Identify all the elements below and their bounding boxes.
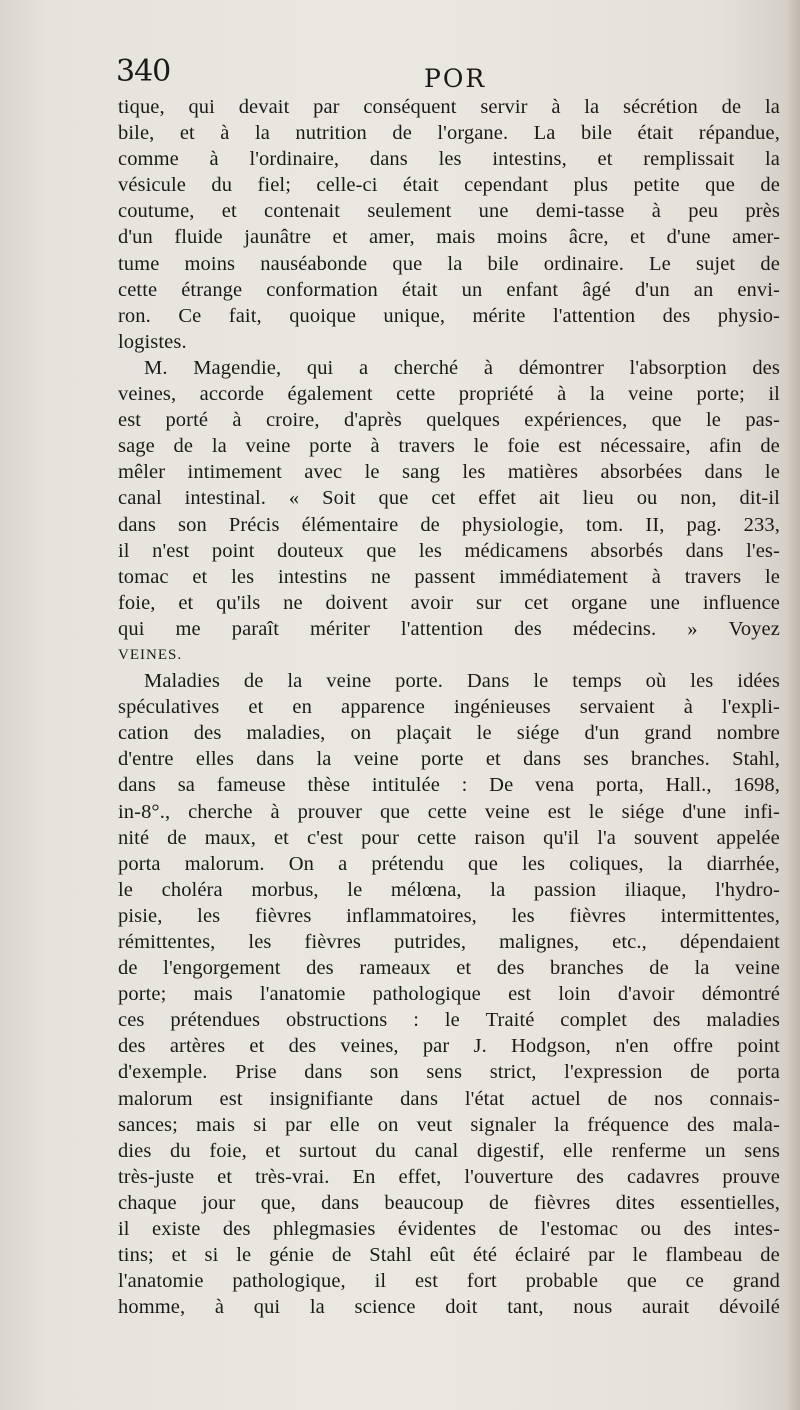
text-line: nité de maux, et c'est pour cette raison qu'il l'a souvent appelée xyxy=(118,826,780,849)
cross-reference: VEINES. xyxy=(118,646,183,663)
text-line: chaque jour que, dans beaucoup de fièvres dites essentielles, xyxy=(118,1191,780,1214)
text-line: foie, et qu'ils ne doivent avoir sur cet organe une influence xyxy=(118,591,780,614)
text-line: cation des maladies, on plaçait le siége d'un grand nombre xyxy=(118,722,780,745)
text-line: d'un fluide jaunâtre et amer, mais moins âcre, et d'une amer- xyxy=(118,226,780,249)
text-body xyxy=(118,94,780,1320)
text-line: il n'est point douteux que les médicamens absorbés dans l'es- xyxy=(118,539,780,562)
text-line: tomac et les intestins ne passent immédiatement à travers le xyxy=(118,565,780,588)
text-line: d'exemple. Prise dans son sens strict, l'expression de porta xyxy=(118,1061,780,1084)
text-line: le choléra morbus, le mélœna, la passion iliaque, l'hydro- xyxy=(118,878,780,901)
text-line: il existe des phlegmasies évidentes de l'estomac ou des intes- xyxy=(118,1218,780,1241)
text-line: spéculatives et en apparence ingénieuses servaient à l'expli- xyxy=(118,696,780,719)
text-line: veines, accorde également cette propriété à la veine porte; il xyxy=(118,383,780,406)
page-number: 340 xyxy=(116,54,171,89)
text-line: tume moins nauséabonde que la bile ordinaire. Le sujet de xyxy=(118,252,780,275)
text-line: pisie, les fièvres inflammatoires, les fièvres intermittentes, xyxy=(118,904,780,927)
text-line: sances; mais si par elle on veut signaler la fréquence des mala- xyxy=(118,1113,780,1136)
page-edge-shadow xyxy=(786,0,800,1410)
text-line: mêler intimement avec le sang les matières absorbées dans le xyxy=(118,461,780,484)
text-line: ron. Ce fait, quoique unique, mérite l'attention des physio- xyxy=(118,304,780,327)
text-line: canal intestinal. « Soit que cet effet ait lieu ou non, dit-il xyxy=(118,487,780,510)
text-line: porte; mais l'anatomie pathologique est loin d'avoir démontré xyxy=(118,983,780,1006)
text-line: de l'engorgement des rameaux et des branches de la veine xyxy=(118,957,780,980)
text-line: des artères et des veines, par J. Hodgson, n'en offre point xyxy=(118,1035,780,1058)
paragraph-start-line: Maladies de la veine porte. Dans le temps où les idées xyxy=(144,670,780,693)
text-line: vésicule du fiel; celle-ci était cependant plus petite que de xyxy=(118,174,780,197)
text-line: l'anatomie pathologique, il est fort probable que ce grand xyxy=(118,1270,780,1293)
text-line: sage de la veine porte à travers le foie est nécessaire, afin de xyxy=(118,435,780,458)
text-line: qui me paraît mériter l'attention des médecins. » Voyez xyxy=(118,617,780,640)
text-line: très-juste et très-vrai. En effet, l'ouverture des cadavres prouve xyxy=(118,1165,780,1188)
text-line: rémittentes, les fièvres putrides, malignes, etc., dépendaient xyxy=(118,931,780,953)
text-line: in-8°., cherche à prouver que cette veine est le siége d'une infi- xyxy=(118,800,780,823)
paragraph-start-line: M. Magendie, qui a cherché à démontrer l'absorption des xyxy=(144,356,780,379)
text-line: dies du foie, et surtout du canal digestif, elle renferme un sens xyxy=(118,1139,780,1162)
page-header xyxy=(112,52,788,96)
text-line: logistes. xyxy=(118,330,187,353)
text-line: porta malorum. On a prétendu que les coliques, la diarrhée, xyxy=(118,852,780,875)
text-line: dans son Précis élémentaire de physiologie, tom. II, pag. 233, xyxy=(118,513,780,536)
text-line: ces prétendues obstructions : le Traité complet des maladies xyxy=(118,1009,780,1032)
text-line: dans sa fameuse thèse intitulée : De vena porta, Hall., 1698, xyxy=(118,774,780,797)
text-line: cette étrange conformation était un enfant âgé d'un an envi- xyxy=(118,278,780,301)
running-head: POR xyxy=(424,64,487,93)
text-line: malorum est insignifiante dans l'état actuel de nos connais- xyxy=(118,1087,780,1110)
text-line: tins; et si le génie de Stahl eût été éclairé par le flambeau de xyxy=(118,1244,780,1267)
text-line: homme, à qui la science doit tant, nous aurait dévoilé xyxy=(118,1296,780,1319)
text-line: comme à l'ordinaire, dans les intestins, et remplissait la xyxy=(118,148,780,171)
text-line: d'entre elles dans la veine porte et dans ses branches. Stahl, xyxy=(118,748,780,771)
text-line: bile, et à la nutrition de l'organe. La bile était répandue, xyxy=(118,122,780,145)
text-line: est porté à croire, d'après quelques expériences, que le pas- xyxy=(118,409,780,432)
text-line: tique, qui devait par conséquent servir à la sécrétion de la xyxy=(118,96,780,118)
text-line: coutume, et contenait seulement une demi-tasse à peu près xyxy=(118,200,780,223)
